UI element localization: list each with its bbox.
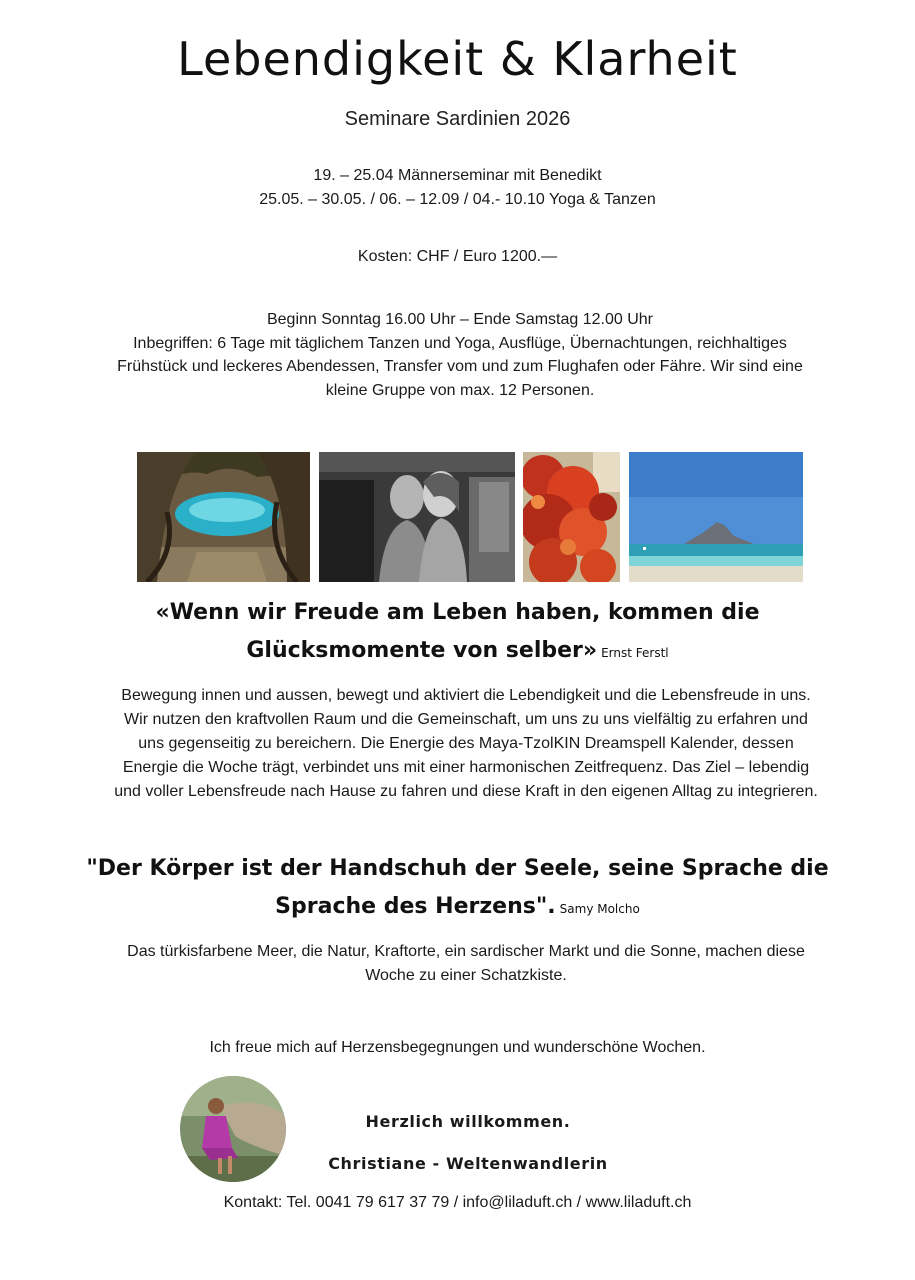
info-block — [110, 308, 810, 402]
date-line: 19. – 25.04 Männerseminar mit Benedikt — [313, 167, 602, 184]
quote-text: «Wenn wir Freude am Leben haben, kommen die Glücksmomente von selber» — [155, 600, 760, 663]
quote-author: Ernst Ferstl — [601, 646, 669, 660]
sea-island-photo — [629, 452, 803, 582]
quote-author: Samy Molcho — [559, 902, 640, 916]
included-text: Inbegriffen: 6 Tage mit täglichem Tanzen und Yoga, Ausflüge, Übernachtungen, reichhaltiges Frühstück und leckeres Abendessen, Transfer vom und zum Flughafen oder Fähre. Wir sind eine kleine Gruppe von max. 12 Personen. — [117, 334, 803, 399]
date-line: 25.05. – 30.05. / 06. – 12.09 / 04.- 10.10 Yoga & Tanzen — [259, 191, 656, 208]
flowers-photo — [523, 452, 620, 582]
highlights-paragraph: Das türkisfarbene Meer, die Natur, Kraftorte, ein sardischer Markt und die Sonne, machen diese Woche zu einer Schatzkiste. — [127, 943, 805, 984]
quote-ferstl — [60, 594, 855, 670]
closing-text: Ich freue mich auf Herzensbegegnungen und wunderschöne Wochen. — [209, 1039, 706, 1056]
schedule-text: Beginn Sonntag 16.00 Uhr – Ende Samstag 12.00 Uhr — [266, 311, 654, 328]
quote-text: "Der Körper ist der Handschuh der Seele, seine Sprache die Sprache des Herzens". — [86, 856, 829, 919]
page-subtitle: Seminare Sardinien 2026 — [344, 108, 571, 130]
description-paragraph: Bewegung innen und aussen, bewegt und aktiviert die Lebendigkeit und die Lebensfreude in uns. Wir nutzen den kraftvollen Raum und die Gemeinschaft, um uns zu uns vielfältig zu erfahren und uns gegenseitig zu bereichern. Die Energie des Maya-TzolKIN Dreamspell Kalender, dessen Energie die Woche trägt, verbindet uns mit einer harmonischen Zeitfrequenz. Das Ziel – lebendig und voller Lebensfreude nach Hause zu fahren und diese Kraft in den eigenen Alltag zu integrieren. — [114, 687, 818, 800]
contact-info: Kontakt: Tel. 0041 79 617 37 79 / info@liladuft.ch / www.liladuft.ch — [223, 1194, 692, 1211]
tree-tunnel-photo — [137, 452, 310, 582]
welcome-text: Herzlich willkommen. — [365, 1112, 571, 1131]
signature-text: Christiane - Weltenwandlerin — [328, 1154, 608, 1173]
women-bw-photo — [319, 452, 515, 582]
seminar-dates — [0, 164, 915, 212]
quote-molcho — [60, 850, 855, 926]
page-title: Lebendigkeit & Klarheit — [177, 32, 738, 86]
costs-text: Kosten: CHF / Euro 1200.— — [357, 248, 558, 265]
avatar — [180, 1076, 286, 1182]
